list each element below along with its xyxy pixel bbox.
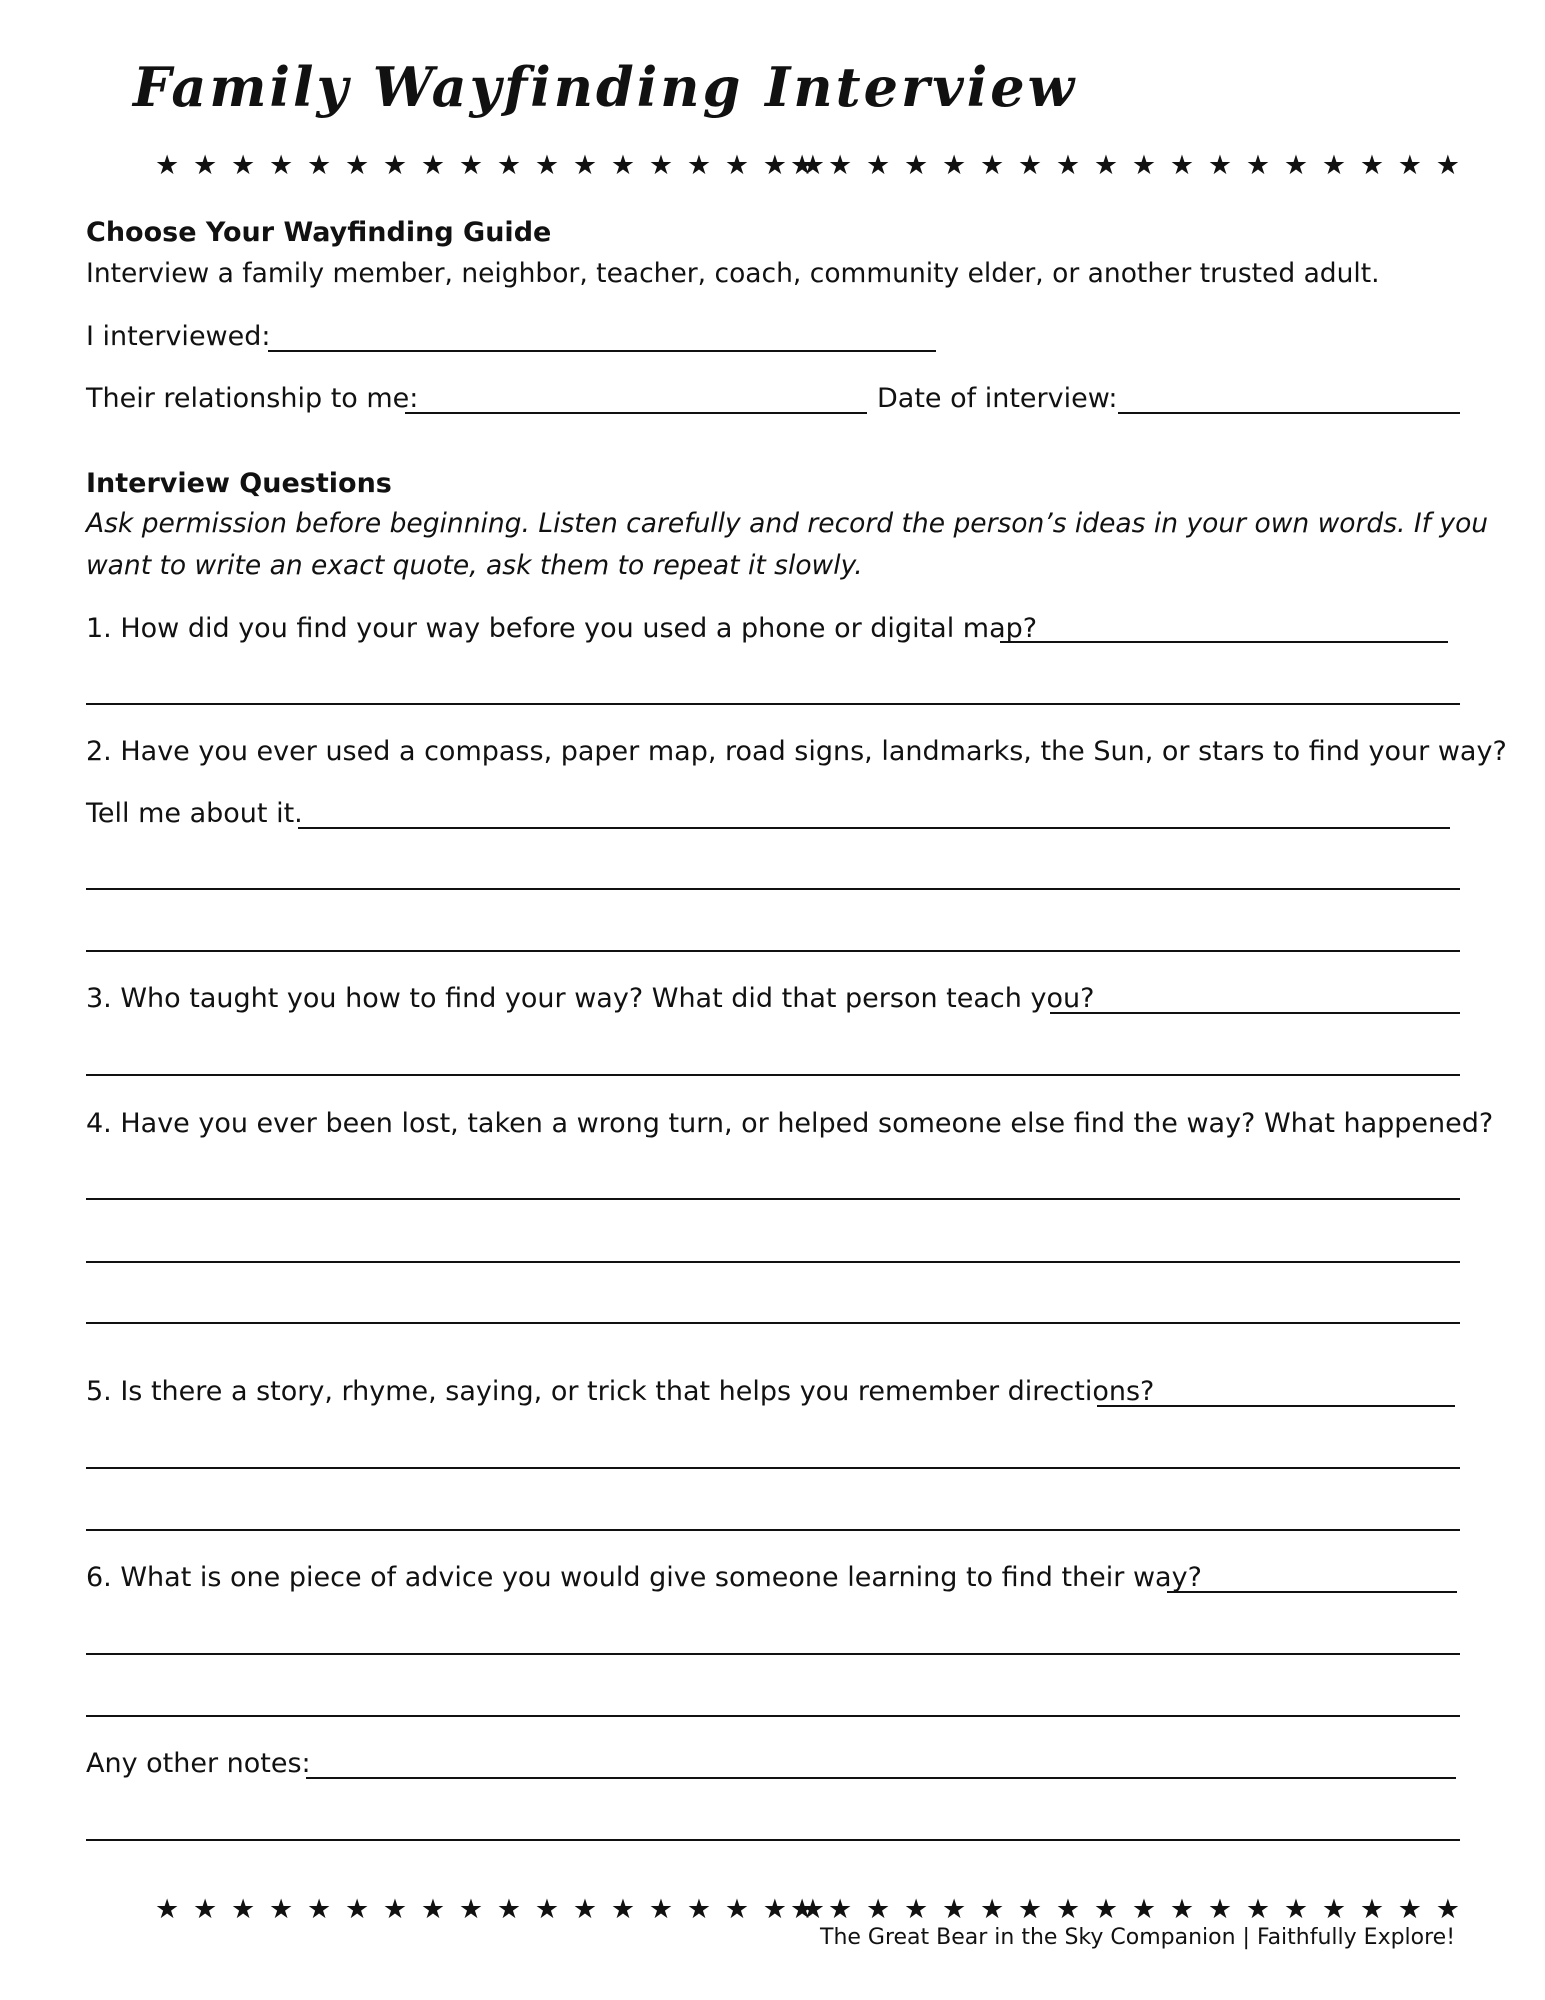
question-2: 2. Have you ever used a compass, paper map, road signs, landmarks, the Sun, or stars to find your way? [86,736,1507,767]
questions-instructions-line1: Ask permission before beginning. Listen carefully and record the person’s ideas in your own words. If you [86,508,1489,539]
star-divider-bottom-right: ★ ★ ★ ★ ★ ★ ★ ★ ★ ★ ★ ★ ★ ★ ★ ★ ★ ★ [790,1894,1463,1925]
answer-5-inline-field[interactable] [1097,1405,1455,1407]
question-1: 1. How did you find your way before you used a phone or digital map? [86,613,1038,644]
answer-2-line[interactable] [86,888,1460,890]
guide-heading: Choose Your Wayfinding Guide [86,217,552,248]
questions-instructions-line2: want to write an exact quote, ask them to repeat it slowly. [86,550,863,581]
answer-2-inline-field[interactable] [298,827,1450,829]
question-3: 3. Who taught you how to find your way? What did that person teach you? [86,983,1095,1014]
star-divider-top-left: ★ ★ ★ ★ ★ ★ ★ ★ ★ ★ ★ ★ ★ ★ ★ ★ ★ ★ [155,150,828,181]
interviewed-label: I interviewed: [86,321,271,352]
question-6: 6. What is one piece of advice you would give someone learning to find their way? [86,1562,1202,1593]
notes-inline-field[interactable] [306,1777,1456,1779]
answer-4-line[interactable] [86,1322,1460,1324]
star-divider-bottom-left: ★ ★ ★ ★ ★ ★ ★ ★ ★ ★ ★ ★ ★ ★ ★ ★ ★ ★ [155,1894,828,1925]
page-title: Family Wayfinding Interview [133,55,1078,119]
answer-3-inline-field[interactable] [1050,1012,1460,1014]
answer-6-line[interactable] [86,1653,1460,1655]
answer-5-line[interactable] [86,1467,1460,1469]
date-label: Date of interview: [877,383,1118,414]
answer-6-line[interactable] [86,1715,1460,1717]
footer-credit: The Great Bear in the Sky Companion | Faithfully Explore! [820,1925,1456,1950]
date-field[interactable] [1118,412,1460,414]
answer-2-line[interactable] [86,950,1460,952]
answer-5-line[interactable] [86,1529,1460,1531]
answer-1-inline-field[interactable] [1000,641,1448,643]
notes-line[interactable] [86,1839,1460,1841]
answer-4-line[interactable] [86,1198,1460,1200]
questions-heading: Interview Questions [86,468,392,499]
relationship-label: Their relationship to me: [86,383,419,414]
guide-instructions: Interview a family member, neighbor, teacher, coach, community elder, or another trusted adult. [86,258,1380,289]
notes-label: Any other notes: [86,1748,311,1779]
answer-4-line[interactable] [86,1261,1460,1263]
question-4: 4. Have you ever been lost, taken a wrong turn, or helped someone else find the way? What happened? [86,1108,1494,1139]
interviewed-field[interactable] [268,350,936,352]
question-5: 5. Is there a story, rhyme, saying, or trick that helps you remember directions? [86,1376,1155,1407]
relationship-field[interactable] [405,412,867,414]
answer-1-line[interactable] [86,703,1460,705]
star-divider-top-right: ★ ★ ★ ★ ★ ★ ★ ★ ★ ★ ★ ★ ★ ★ ★ ★ ★ ★ [790,150,1463,181]
question-2-followup: Tell me about it. [86,798,303,829]
answer-3-line[interactable] [86,1074,1460,1076]
answer-6-inline-field[interactable] [1167,1591,1457,1593]
